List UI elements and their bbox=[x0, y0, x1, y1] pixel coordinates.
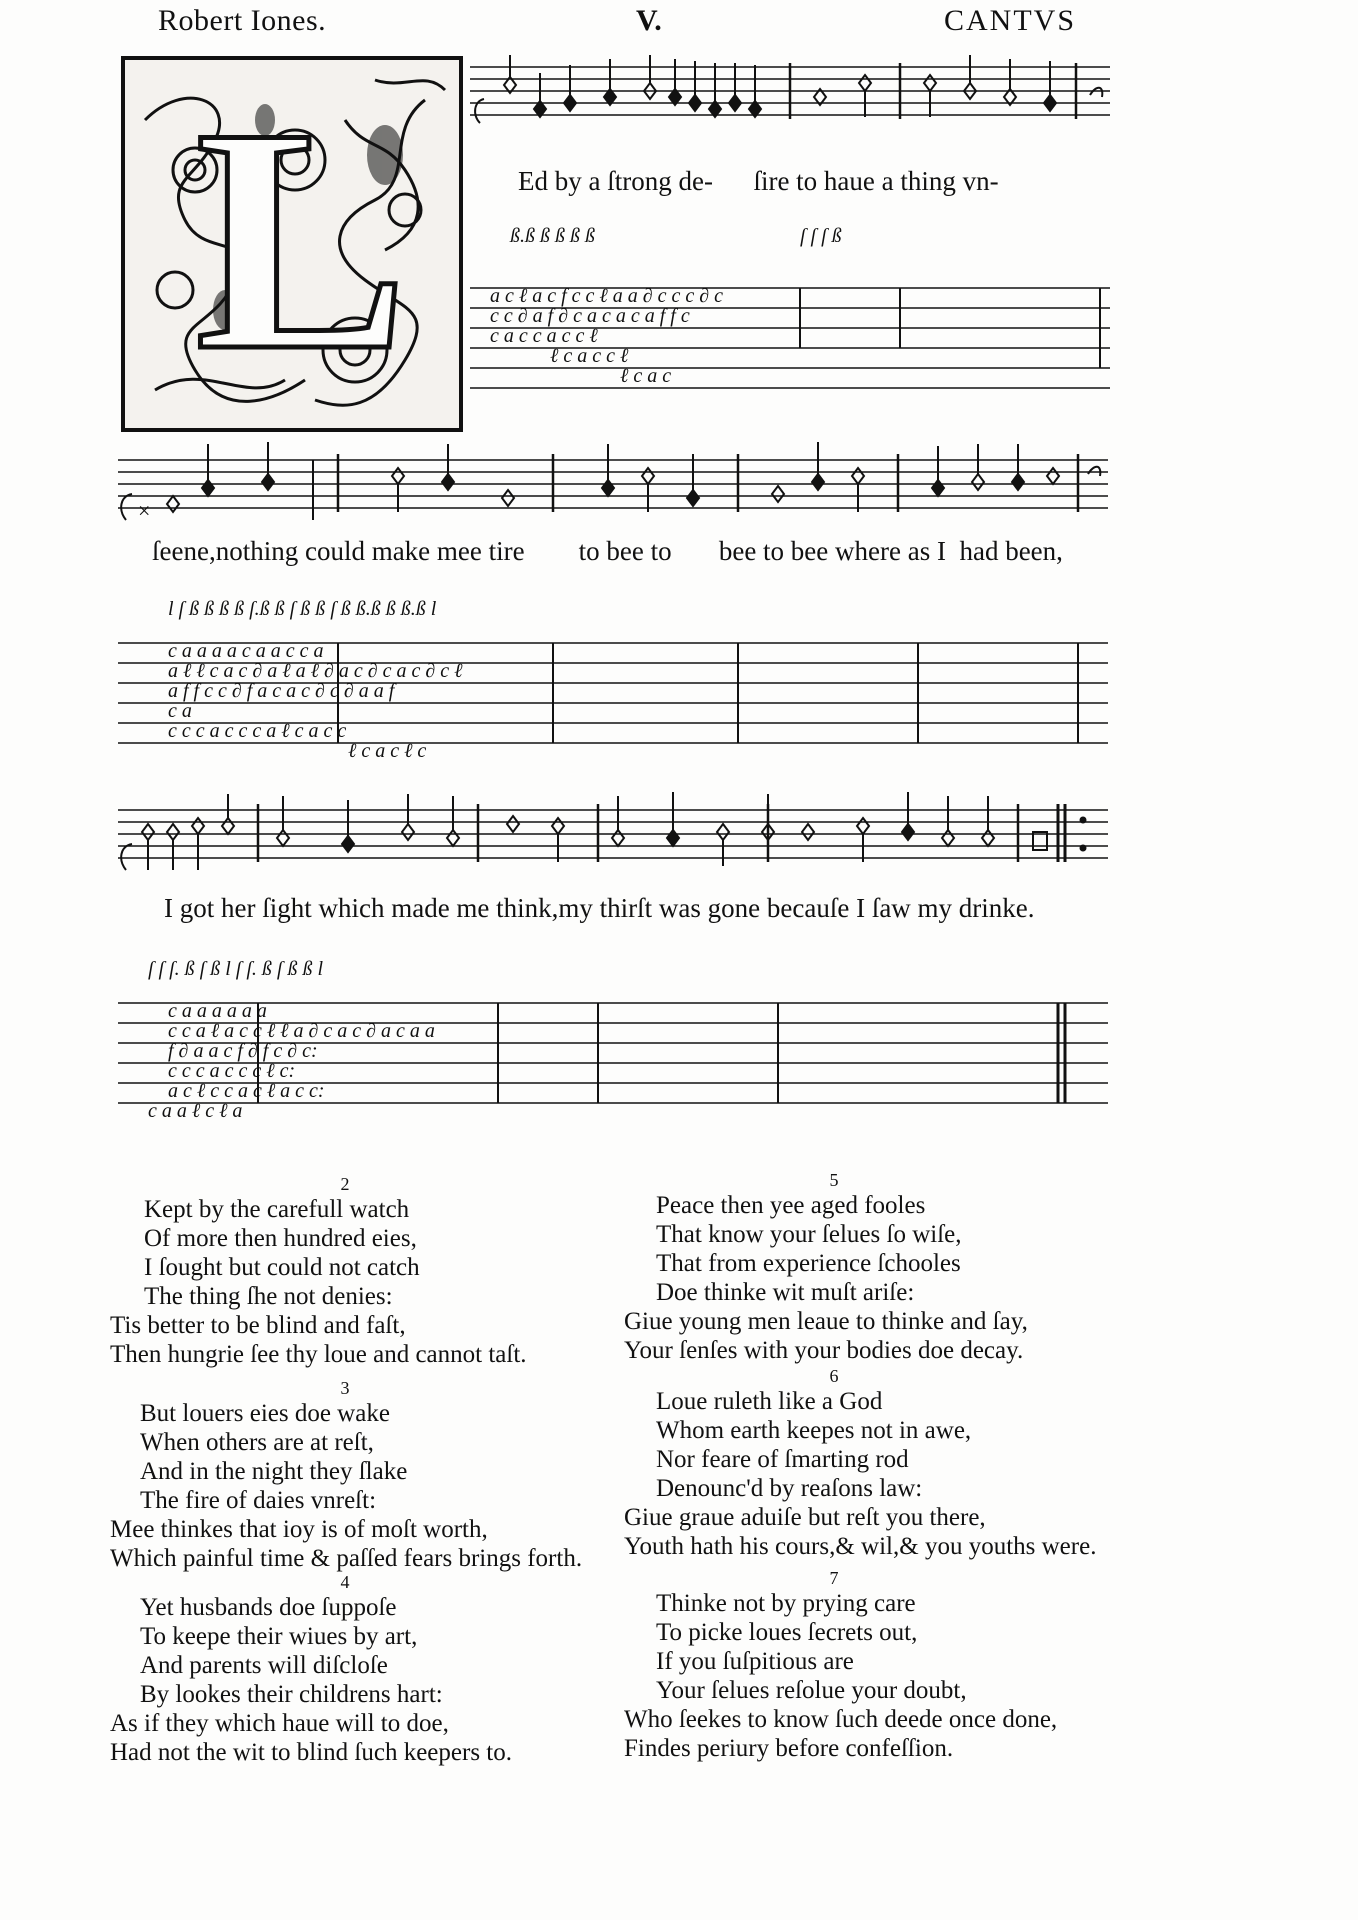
verse-line: Youth hath his cours,& wil,& you youths were. bbox=[624, 1533, 1097, 1560]
verse-line: Who ſeekes to know ſuch deede once done, bbox=[624, 1706, 1058, 1733]
composer-name: Robert Iones. bbox=[158, 4, 327, 37]
verse-line: Nor feare of ſmarting rod bbox=[656, 1446, 909, 1473]
verse-line: To keepe their wiues by art, bbox=[140, 1623, 418, 1650]
staff-system-2 bbox=[118, 440, 1113, 530]
stanza-number: 6 bbox=[829, 1366, 839, 1386]
verse-line: Then hungrie ſee thy loue and cannot taſt. bbox=[110, 1341, 527, 1368]
stanza-3 bbox=[110, 1378, 630, 1573]
svg-text:ſ ſ ſ ß: ſ ſ ſ ß bbox=[800, 225, 842, 247]
lyric-line-2: ſeene,nothing could make mee tire to bee to bee to bee where as I had been, bbox=[152, 536, 1063, 566]
svg-text:c c c a c: c c c a c c c a ℓ c a c c bbox=[168, 720, 347, 742]
svg-text:ℓ c a: ℓ c a c bbox=[620, 365, 672, 387]
verse-line: By lookes their childrens hart: bbox=[140, 1681, 443, 1708]
verse-line: Giue graue aduiſe but reſt you there, bbox=[624, 1504, 986, 1531]
verse-line: I ſought but could not catch bbox=[144, 1254, 420, 1281]
svg-text:ℓ c a c c ℓ: ℓ c a c c ℓ bbox=[550, 345, 629, 367]
svg-text:×: × bbox=[138, 498, 151, 523]
verse-line: To picke loues ſecrets out, bbox=[656, 1619, 918, 1646]
verse-line: When others are at reſt, bbox=[140, 1429, 374, 1456]
verse-line: Whom earth keepes not in awe, bbox=[656, 1417, 972, 1444]
stanza-number: 4 bbox=[340, 1572, 350, 1592]
svg-text:a c ℓ c: a c ℓ c c a c ℓ a c c: bbox=[168, 1080, 325, 1102]
verse-line: Tis better to be blind and faſt, bbox=[110, 1312, 406, 1339]
verse-line: Which painful time & paſſed fears brings forth. bbox=[110, 1545, 583, 1572]
stanza-number: 3 bbox=[340, 1378, 350, 1398]
verse-line: The thing ſhe not denies: bbox=[144, 1283, 393, 1310]
staff-system-1 bbox=[470, 55, 1115, 135]
svg-text:a f f c c ∂ f a: a f f c c ∂ f a c a c ∂ c ∂ a a f bbox=[168, 680, 395, 702]
verse-line: Yet husbands doe ſuppoſe bbox=[140, 1594, 397, 1621]
stanza-number: 7 bbox=[829, 1568, 839, 1588]
svg-text:a c ℓ a c f c c ℓ a a ∂: a c ℓ a c f c c ℓ a a ∂ c c c ∂ c bbox=[490, 285, 723, 307]
verse-line: Giue young men leaue to thinke and ſay, bbox=[624, 1308, 1028, 1335]
svg-text:c a a: c a a a a c a a c c a bbox=[168, 640, 324, 662]
decorated-initial bbox=[121, 56, 463, 432]
verse-line: Mee thinkes that ioy is of moſt worth, bbox=[110, 1516, 488, 1543]
verse-line: Loue ruleth like a God bbox=[656, 1388, 883, 1415]
verse-line: Had not the wit to blind ſuch keepers to. bbox=[110, 1739, 513, 1766]
svg-text:c c a ℓ a c c: c c a ℓ a c c ℓ ℓ a ∂ c a c ∂ a c a a bbox=[168, 1020, 435, 1042]
verse-line: Your ſelues reſolue your doubt, bbox=[656, 1677, 967, 1704]
verse-line: Denounc'd by reaſons law: bbox=[656, 1475, 923, 1502]
verse-line: Doe thinke wit muſt ariſe: bbox=[656, 1279, 915, 1306]
staff-system-3 bbox=[118, 790, 1113, 890]
verse-line: And parents will diſcloſe bbox=[140, 1652, 388, 1679]
stanza-6 bbox=[624, 1366, 1124, 1561]
svg-text:ß.ß ß ß ß ß: ß.ß ß ß ß ß bbox=[510, 225, 595, 247]
verse-line: As if they which haue will to doe, bbox=[110, 1710, 449, 1737]
verse-line: That from experience ſchooles bbox=[656, 1250, 961, 1277]
verse-line: And in the night they ſlake bbox=[140, 1458, 408, 1485]
svg-text:ℓ c a: ℓ c a c ℓ c bbox=[348, 740, 427, 762]
verse-line: Kept by the carefull watch bbox=[144, 1196, 410, 1223]
verse-line: Findes periury before confeſſion. bbox=[624, 1735, 954, 1762]
svg-text:c a a a: c a a a a a a bbox=[168, 1000, 267, 1022]
stanza-2 bbox=[110, 1174, 630, 1369]
svg-text:ſ ſ ſ. ß ſ ß: ſ ſ ſ. ß ſ ß l ſ ſ. ß ſ ß ß l bbox=[148, 958, 324, 980]
svg-text:c a: c a a ℓ c ℓ a bbox=[148, 1100, 243, 1122]
stanza-number: 5 bbox=[829, 1170, 839, 1190]
verse-line: Your ſenſes with your bodies doe decay. bbox=[624, 1337, 1024, 1364]
voice-part-label: CANTVS bbox=[944, 4, 1077, 37]
stanza-5 bbox=[624, 1170, 1124, 1365]
verse-line: That know your ſelues ſo wiſe, bbox=[656, 1221, 962, 1248]
verse-line: The fire of daies vnreſt: bbox=[140, 1487, 377, 1514]
initial-letter: L bbox=[195, 63, 409, 417]
stanza-4 bbox=[110, 1572, 630, 1767]
svg-text:f ∂ a a c: f ∂ a a c f ∂ f c ∂ c: bbox=[168, 1040, 318, 1062]
tablature-system-2 bbox=[118, 585, 1113, 765]
lyric-line-1: Ed by a ſtrong de- ſire to haue a thing vn- bbox=[518, 166, 999, 196]
tablature-system-3 bbox=[118, 945, 1113, 1125]
verse-line: Peace then yee aged fooles bbox=[656, 1192, 926, 1219]
svg-text:l ſ ß ß ß ß ſ.: l ſ ß ß ß ß ſ.ß ß ſ ß ß ſ ß ß.ß ß ß.ß l bbox=[168, 598, 437, 620]
verse-line: Of more then hundred eies, bbox=[144, 1225, 417, 1252]
svg-text:a ℓ ℓ c a c ∂ a ℓ a: a ℓ ℓ c a c ∂ a ℓ a ℓ ∂ a c ∂ c a c ∂ c ℓ bbox=[168, 660, 463, 682]
song-number: V. bbox=[636, 4, 663, 37]
verse-line: But louers eies doe wake bbox=[140, 1400, 390, 1427]
lyric-line-3: I got her ſight which made me think,my thirſt was gone becauſe I ſaw my drinke. bbox=[164, 893, 1035, 923]
stanza-number: 2 bbox=[340, 1174, 350, 1194]
verse-line: Thinke not by prying care bbox=[656, 1590, 916, 1617]
tablature-system-1 bbox=[470, 220, 1115, 400]
svg-text:c a: c a bbox=[168, 700, 192, 722]
svg-text:c c ∂ a f ∂ c a: c c ∂ a f ∂ c a c a c a f f c bbox=[490, 305, 690, 327]
verse-line: If you ſuſpitious are bbox=[656, 1648, 854, 1675]
svg-text:c a c c a: c a c c a c c ℓ bbox=[490, 325, 598, 347]
stanza-7 bbox=[624, 1568, 1124, 1763]
svg-text:c c: c c c a c c c ℓ c: bbox=[168, 1060, 296, 1082]
